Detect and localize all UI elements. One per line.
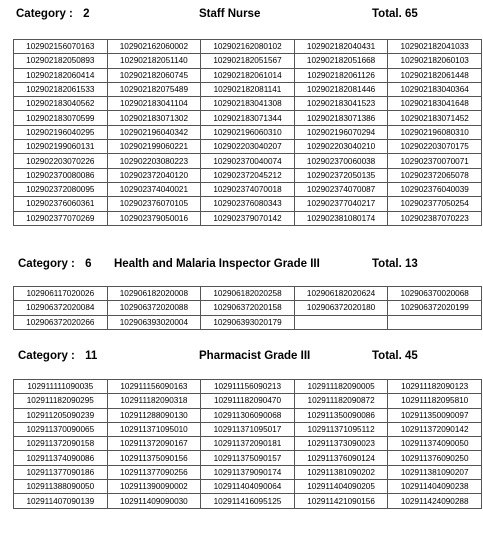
roll-number-cell: 102911370090065 [14,422,108,436]
category-number: 2 [83,8,90,20]
roll-number-cell: 102911388090050 [14,480,108,494]
roll-number-cell: 102911404090205 [294,480,388,494]
roll-number-cell: 102911182090123 [388,380,482,394]
roll-number-cell: 102906372020180 [294,301,388,315]
roll-number-cell: 102906117020026 [14,287,108,301]
roll-number-cell: 102911205090239 [14,408,108,422]
roll-number-cell: 102902162060002 [107,40,201,54]
roll-number-cell: 102906182020008 [107,287,201,301]
roll-number-cell: 102911182090295 [14,394,108,408]
roll-number-cell: 102902377040217 [294,197,388,211]
table-row [14,125,482,139]
roll-number-cell: 102911376090124 [294,451,388,465]
table-row [14,68,482,82]
roll-number-cell: 102902182060103 [388,54,482,68]
roll-number-cell: 102902387070223 [388,211,482,225]
roll-number-cell: 102902370040074 [201,154,295,168]
roll-number-cell: 102902182040431 [294,40,388,54]
roll-number-cell: 102906393020004 [107,315,201,329]
table-row [14,211,482,225]
roll-number-cell: 102902377070269 [14,211,108,225]
roll-number-cell: 102911377090256 [107,465,201,479]
roll-number-cell: 102902376040039 [388,182,482,196]
roll-number-cell: 102902182081446 [294,82,388,96]
roll-number-cell: 102911404090064 [201,480,295,494]
roll-number-cell: 102902182061533 [14,82,108,96]
roll-number-cell: 102902372050135 [294,168,388,182]
roll-number-cell: 102902156070163 [14,40,108,54]
table-row [14,40,482,54]
roll-number-cell: 102902379050016 [107,211,201,225]
roll-number-cell: 102902199060131 [14,140,108,154]
roll-number-cell: 102902203040210 [294,140,388,154]
roll-number-cell: 102911371095112 [294,422,388,436]
roll-number-cell: 102902183071344 [201,111,295,125]
roll-number-cell: 102906182020624 [294,287,388,301]
roll-number-cell: 102902374040021 [107,182,201,196]
roll-number-cell: 102911371095017 [201,422,295,436]
roll-number-cell: 102906372020266 [14,315,108,329]
table-row [14,182,482,196]
roll-number-cell: 102911182090872 [294,394,388,408]
total-count: Total. 65 [372,8,418,20]
category-label [18,258,91,270]
table-row [14,465,482,479]
table-row [14,394,482,408]
post-title: Staff Nurse [199,8,261,20]
roll-number-cell [388,315,482,329]
roll-number-cell: 102902374070087 [294,182,388,196]
roll-number-cell: 102911374090050 [388,437,482,451]
roll-number-cell: 102911372090142 [388,422,482,436]
roll-number-cell: 102911381090207 [388,465,482,479]
roll-number-cell: 102902183041648 [388,97,482,111]
table-row [14,315,482,329]
category-label [18,350,97,362]
roll-number-cell: 102911156090213 [201,380,295,394]
roll-number-cell: 102902199060221 [107,140,201,154]
roll-number-cell: 102902183041308 [201,97,295,111]
total-count: Total. 13 [372,258,418,270]
roll-number-cell: 102902203040207 [201,140,295,154]
roll-number-cell: 102911390090002 [107,480,201,494]
roll-number-cell: 102902182060414 [14,68,108,82]
roll-number-cell: 102902196040295 [14,125,108,139]
roll-number-cell: 102902372045212 [201,168,295,182]
category-number: 11 [85,350,98,362]
roll-number-cell: 102906182020258 [201,287,295,301]
roll-number-cell: 102902162080102 [201,40,295,54]
roll-number-cell: 102902376060361 [14,197,108,211]
roll-number-cell: 102906372020158 [201,301,295,315]
roll-number-cell: 102906372020088 [107,301,201,315]
roll-number-cell: 102911379090174 [201,465,295,479]
roll-number-cell: 102902183071302 [107,111,201,125]
roll-number-cell: 102902183071452 [388,111,482,125]
table-row [14,408,482,422]
roll-number-cell: 102902183040364 [388,82,482,96]
table-row [14,422,482,436]
roll-number-cell: 102902183041523 [294,97,388,111]
roll-number-cell: 102902370080086 [14,168,108,182]
roll-number-cell: 102911372090181 [201,437,295,451]
roll-number-cell: 102902183040562 [14,97,108,111]
roll-number-cell: 102911374090086 [14,451,108,465]
roll-number-cell: 102902182051567 [201,54,295,68]
roll-number-cell: 102902376070105 [107,197,201,211]
roll-number-cell: 102911376090250 [388,451,482,465]
roll-number-cell: 102902183071386 [294,111,388,125]
roll-number-cell: 102902182081141 [201,82,295,96]
roll-number-cell: 102902376080343 [201,197,295,211]
roll-number-cell: 102902182041033 [388,40,482,54]
roll-number-cell: 102902381080174 [294,211,388,225]
roll-number-cell [294,315,388,329]
roll-number-cell: 102902183041104 [107,97,201,111]
total-count: Total. 45 [372,350,418,362]
roll-number-cell: 102902182051140 [107,54,201,68]
roll-number-cell: 102902196060310 [201,125,295,139]
roll-number-cell: 102902196070294 [294,125,388,139]
table-row [14,301,482,315]
roll-number-cell: 102902182061014 [201,68,295,82]
roll-number-cell: 102906370020068 [388,287,482,301]
roll-number-cell: 102911407090139 [14,494,108,508]
table-row [14,168,482,182]
roll-number-cell: 102911182095810 [388,394,482,408]
roll-number-cell: 102902370070071 [388,154,482,168]
table-row [14,197,482,211]
table-row [14,140,482,154]
category-label-text: Category : [18,258,75,270]
post-title: Health and Malaria Inspector Grade III [114,258,320,270]
roll-number-cell: 102902372065078 [388,168,482,182]
roll-number-cell: 102902379070142 [201,211,295,225]
roll-number-cell: 102902182075489 [107,82,201,96]
roll-number-cell: 102902196040342 [107,125,201,139]
roll-number-cell: 102911404090238 [388,480,482,494]
roll-number-cell: 102906372020199 [388,301,482,315]
roll-number-cell: 102911306090068 [201,408,295,422]
roll-number-cell: 102911424090288 [388,494,482,508]
roll-number-cell: 102902182061448 [388,68,482,82]
roll-number-cell: 102902182061126 [294,68,388,82]
roll-number-cell: 102902182050893 [14,54,108,68]
roll-number-cell: 102911372090158 [14,437,108,451]
roll-number-cell: 102911350090086 [294,408,388,422]
candidate-table [13,379,482,509]
table-row [14,97,482,111]
roll-number-cell: 102911416095125 [201,494,295,508]
roll-number-cell: 102911182090318 [107,394,201,408]
roll-number-cell: 102902203070226 [14,154,108,168]
table-row [14,380,482,394]
roll-number-cell: 102911288090130 [107,408,201,422]
roll-number-cell: 102902182051668 [294,54,388,68]
roll-number-cell: 102902377050254 [388,197,482,211]
roll-number-cell: 102911375090156 [107,451,201,465]
table-row [14,154,482,168]
roll-number-cell: 102902203070175 [388,140,482,154]
roll-number-cell: 102911381090202 [294,465,388,479]
category-number: 6 [85,258,92,270]
table-row [14,54,482,68]
roll-number-cell: 102902372080095 [14,182,108,196]
table-row [14,287,482,301]
table-row [14,480,482,494]
roll-number-cell: 102911182090470 [201,394,295,408]
roll-number-cell: 102902374070018 [201,182,295,196]
roll-number-cell: 102911372090167 [107,437,201,451]
roll-number-cell: 102911156090163 [107,380,201,394]
roll-number-cell: 102911371095010 [107,422,201,436]
post-title: Pharmacist Grade III [199,350,311,362]
roll-number-cell: 102911409090030 [107,494,201,508]
roll-number-cell: 102902182060745 [107,68,201,82]
roll-number-cell: 102902196080310 [388,125,482,139]
table-row [14,451,482,465]
candidate-table [13,39,482,226]
roll-number-cell: 102911421090156 [294,494,388,508]
category-label [16,8,89,20]
table-row [14,437,482,451]
roll-number-cell: 102911182090005 [294,380,388,394]
category-label-text: Category : [16,8,73,20]
roll-number-cell: 102911377090186 [14,465,108,479]
roll-number-cell: 102902372040120 [107,168,201,182]
roll-number-cell: 102906393020179 [201,315,295,329]
roll-number-cell: 102911350090097 [388,408,482,422]
roll-number-cell: 102911373090023 [294,437,388,451]
roll-number-cell: 102902183070599 [14,111,108,125]
roll-number-cell: 102911111090035 [14,380,108,394]
candidate-table [13,286,482,330]
table-row [14,494,482,508]
roll-number-cell: 102906372020084 [14,301,108,315]
roll-number-cell: 102902203080223 [107,154,201,168]
category-label-text: Category : [18,350,75,362]
table-row [14,82,482,96]
roll-number-cell: 102902370060038 [294,154,388,168]
roll-number-cell: 102911375090157 [201,451,295,465]
table-row [14,111,482,125]
